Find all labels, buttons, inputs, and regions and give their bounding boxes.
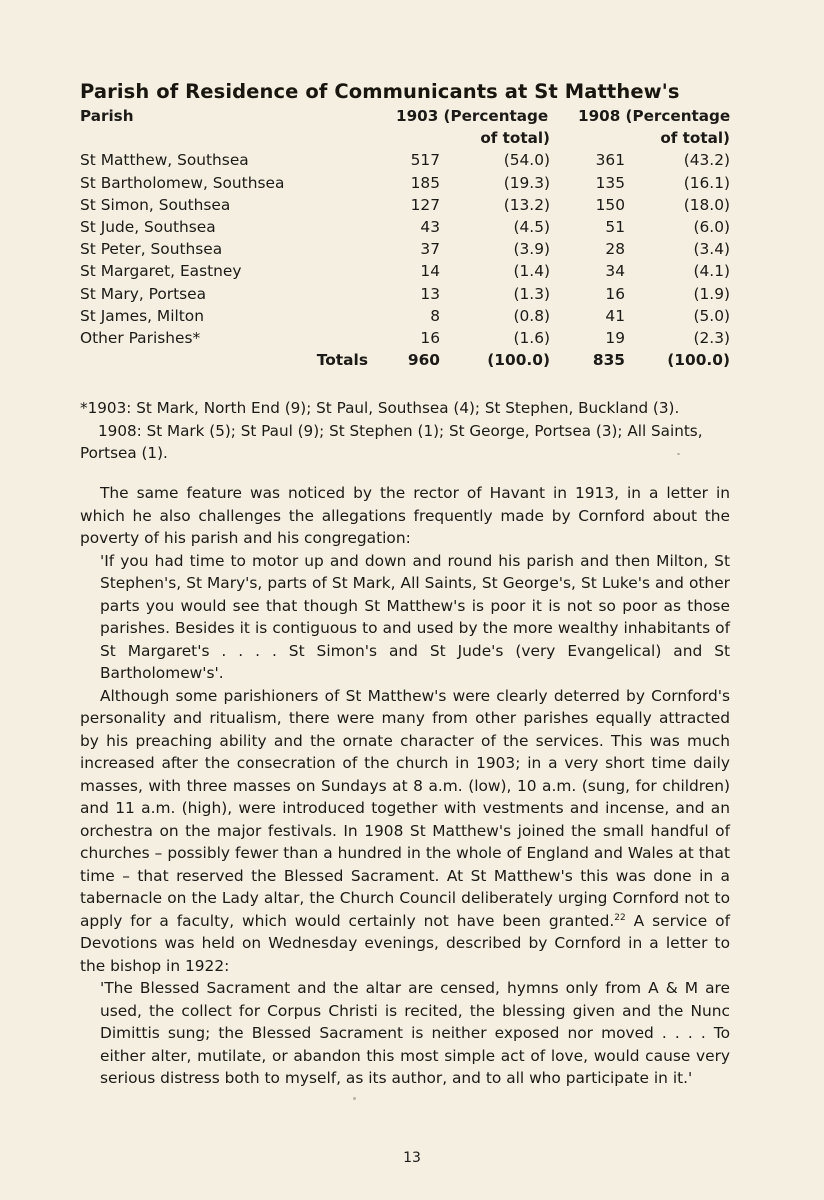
cell-1908-count: 135	[595, 173, 625, 192]
cell-1908-percent: (43.2)	[683, 151, 730, 170]
cell-parish: St Matthew, Southsea	[80, 151, 249, 170]
table-row	[80, 216, 730, 238]
cell-1908-percent: (3.4)	[693, 240, 730, 259]
cell-1903-percent: (1.4)	[513, 262, 550, 281]
cell-1903-count: 13	[420, 284, 440, 303]
table-row	[80, 172, 730, 194]
communicants-table	[80, 105, 730, 371]
cell-parish: St Margaret, Eastney	[80, 262, 242, 281]
totals-row	[80, 349, 730, 371]
paragraph	[80, 685, 730, 978]
header-1908-sub: of total)	[660, 129, 730, 148]
header-1903-sub: of total)	[480, 129, 550, 148]
table-row	[80, 260, 730, 282]
cell-1903-count: 43	[420, 217, 440, 236]
cell-1903-count: 37	[420, 240, 440, 259]
cell-1903-count: 127	[410, 195, 440, 214]
cell-1908-percent: (6.0)	[693, 217, 730, 236]
total-1908-percent: (100.0)	[667, 351, 730, 370]
cell-1903-count: 16	[420, 328, 440, 347]
cell-1908-percent: (2.3)	[693, 328, 730, 347]
cell-1908-percent: (16.1)	[683, 173, 730, 192]
cell-1908-percent: (18.0)	[683, 195, 730, 214]
cell-1903-percent: (0.8)	[513, 306, 550, 325]
total-1908-count: 835	[592, 351, 625, 370]
table-row	[80, 305, 730, 327]
table-footnote	[80, 397, 732, 465]
table-row	[80, 327, 730, 349]
table-row	[80, 283, 730, 305]
header-1903: 1903 (Percentage	[396, 107, 549, 125]
paragraph-text: A service of Devotions was held on Wednesday evenings, described by Cornford in a letter to the bishop in 1922:	[80, 911, 730, 975]
cell-parish: St Bartholomew, Southsea	[80, 173, 285, 192]
footnote-line: *1903: St Mark, North End (9); St Paul, Southsea (4); St Stephen, Buckland (3).	[80, 399, 680, 417]
cell-1903-percent: (4.5)	[513, 217, 550, 236]
cell-parish: St Simon, Southsea	[80, 195, 231, 214]
cell-1903-percent: (3.9)	[513, 240, 550, 259]
paragraph: The same feature was noticed by the rector of Havant in 1913, in a letter in which he also challenges the allegations frequently made by Cornford about the poverty of his parish and his congregation:	[80, 484, 730, 547]
block-quote: 'The Blessed Sacrament and the altar are censed, hymns only from A & M are used, the collect for Corpus Christi is recited, the blessing given and the Nunc Dimittis sung; the Blessed Sacrament is neither exposed nor moved . . . . To either alter, mutilate, or abandon this most simple act of love, would cause very serious distress both to myself, as its author, and to all who participate in it.'	[100, 979, 730, 1087]
cell-1903-count: 517	[410, 151, 440, 170]
cell-1903-count: 185	[410, 173, 440, 192]
cell-1908-percent: (1.9)	[693, 284, 730, 303]
cell-parish: Other Parishes*	[80, 328, 201, 347]
footnote-line: 1908: St Mark (5); St Paul (9); St Stephen (1); St George, Portsea (3); All Saints,	[98, 421, 703, 440]
cell-1903-count: 8	[430, 306, 440, 325]
cell-parish: St Mary, Portsea	[80, 284, 207, 303]
header-parish: Parish	[80, 107, 134, 125]
footnote-line: Portsea (1).	[80, 444, 168, 463]
table-row	[80, 149, 730, 171]
block-quote: 'If you had time to motor up and down and round his parish and then Milton, St Stephen's, St Mary's, parts of St Mark, All Saints, St George's, St Luke's and other parts you would see that though St Matthew's is poor it is not so poor as those parishes. Besides it is contiguous to and used by the more wealthy inhabitants of St Margaret's . . . . St Simon's and St Jude's (very Evangelical) and St Bartholomew's'.	[100, 551, 730, 682]
cell-1908-count: 19	[605, 328, 625, 347]
table-header-row	[80, 105, 730, 127]
paragraph-text: Although some parishioners of St Matthew's were clearly deterred by Cornford's personality and ritualism, there were many from other parishes equally attracted by his preaching ability and the ornate character of the services. This was much increased after the consecration of the church in 1903; in a very short time daily masses, with three masses on Sundays at 8 a.m. (low), 10 a.m. (sung, for children) and 11 a.m. (high), were introduced together with vestments and incense, and an orchestra on the major festivals. In 1908 St Matthew's joined the small handful of churches – possibly fewer than a hundred in the whole of England and Wales at that time – that reserved the Blessed Sacrament. At St Matthew's this was done in a tabernacle on the Lady altar, the Church Council deliberately urging Cornford not to apply for a faculty, which would certainly not have been granted.	[80, 686, 730, 930]
cell-1903-percent: (1.3)	[513, 284, 550, 303]
total-1903-percent: (100.0)	[487, 351, 550, 370]
cell-parish: St Jude, Southsea	[80, 217, 216, 236]
paper-speck	[677, 453, 680, 455]
table-row	[80, 194, 730, 216]
cell-1908-count: 41	[605, 306, 625, 325]
cell-1908-percent: (5.0)	[693, 306, 730, 325]
cell-1903-percent: (19.3)	[503, 173, 550, 192]
table-row	[80, 238, 730, 260]
paper-speck	[353, 1097, 356, 1100]
body-text	[80, 482, 730, 1090]
total-1903-count: 960	[407, 351, 440, 370]
cell-1903-count: 14	[420, 262, 440, 281]
table-header-row-2	[80, 127, 730, 149]
cell-1908-count: 361	[595, 151, 625, 170]
cell-1903-percent: (1.6)	[513, 328, 550, 347]
cell-1903-percent: (54.0)	[503, 151, 550, 170]
cell-1908-count: 51	[605, 217, 625, 236]
cell-parish: St James, Milton	[80, 306, 204, 325]
cell-parish: St Peter, Southsea	[80, 240, 223, 259]
header-1908: 1908 (Percentage	[578, 107, 731, 125]
cell-1903-percent: (13.2)	[503, 195, 550, 214]
page-number: 13	[403, 1150, 421, 1166]
cell-1908-count: 28	[605, 240, 625, 259]
cell-1908-count: 34	[605, 262, 625, 281]
cell-1908-count: 150	[595, 195, 625, 214]
totals-label: Totals	[316, 351, 368, 370]
table-title: Parish of Residence of Communicants at St Matthew's	[80, 80, 680, 103]
cell-1908-percent: (4.1)	[693, 262, 730, 281]
cell-1908-count: 16	[605, 284, 625, 303]
footnote-reference: 22	[614, 912, 626, 923]
